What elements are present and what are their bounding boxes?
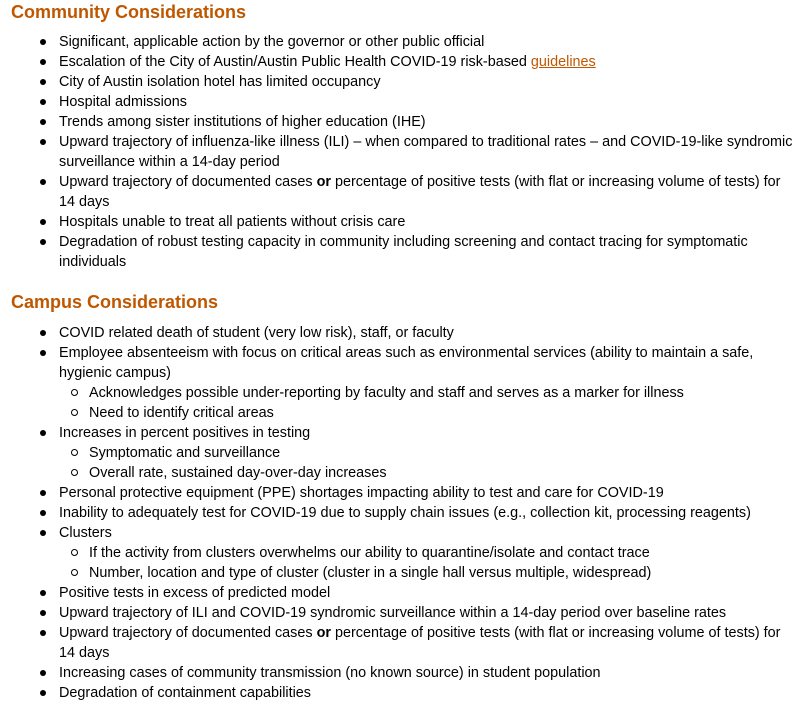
list-item: Escalation of the City of Austin/Austin Public Health COVID-19 risk-based guidelines bbox=[0, 52, 812, 72]
list-item: Trends among sister institutions of higher education (IHE) bbox=[0, 112, 812, 132]
list-item: COVID related death of student (very low risk), staff, or faculty bbox=[0, 323, 812, 343]
list-item: Positive tests in excess of predicted model bbox=[0, 583, 812, 603]
guidelines-link[interactable]: guidelines bbox=[530, 54, 596, 70]
list-item: Hospital admissions bbox=[0, 92, 812, 112]
list-item: Increasing cases of community transmission (no known source) in student population bbox=[0, 663, 812, 683]
campus-heading: Campus Considerations bbox=[11, 292, 219, 312]
community-list bbox=[0, 32, 812, 272]
list-item: Degradation of robust testing capacity in community including screening and contact tracing for symptomatic individuals bbox=[0, 232, 812, 272]
list-item: Inability to adequately test for COVID-19 due to supply chain issues (e.g., collection kit, processing reagents) bbox=[0, 503, 812, 523]
sub-list-item: Overall rate, sustained day-over-day increases bbox=[0, 463, 812, 483]
sub-list-item: Number, location and type of cluster (cluster in a single hall versus multiple, widespread) bbox=[0, 563, 812, 583]
list-item: City of Austin isolation hotel has limited occupancy bbox=[0, 72, 812, 92]
list-item: Degradation of containment capabilities bbox=[0, 683, 812, 703]
sub-list-item: Need to identify critical areas bbox=[0, 403, 812, 423]
sub-list-item: Acknowledges possible under-reporting by faculty and staff and serves as a marker for illness bbox=[0, 383, 812, 403]
list-item: Upward trajectory of ILI and COVID-19 syndromic surveillance within a 14-day period over baseline rates bbox=[0, 603, 812, 623]
community-heading: Community Considerations bbox=[11, 2, 247, 22]
list-item: Upward trajectory of documented cases or percentage of positive tests (with flat or increasing volume of tests) for 14 days bbox=[0, 172, 812, 212]
list-item: Significant, applicable action by the governor or other public official bbox=[0, 32, 812, 52]
list-item: Personal protective equipment (PPE) shortages impacting ability to test and care for COVID-19 bbox=[0, 483, 812, 503]
list-item: Upward trajectory of influenza-like illness (ILI) – when compared to traditional rates – and COVID-19-like syndromic surveillance within a 14-day period bbox=[0, 132, 812, 172]
list-item: Clusters bbox=[0, 523, 812, 543]
list-item: Upward trajectory of documented cases or percentage of positive tests (with flat or increasing volume of tests) for 14 days bbox=[0, 623, 812, 663]
list-item: Hospitals unable to treat all patients without crisis care bbox=[0, 212, 812, 232]
list-item: Increases in percent positives in testing bbox=[0, 423, 812, 443]
list-item: Employee absenteeism with focus on critical areas such as environmental services (ability to maintain a safe, hygienic campus) bbox=[0, 343, 812, 383]
sub-list-item: Symptomatic and surveillance bbox=[0, 443, 812, 463]
sub-list-item: If the activity from clusters overwhelms our ability to quarantine/isolate and contact trace bbox=[0, 543, 812, 563]
campus-list bbox=[0, 323, 812, 703]
